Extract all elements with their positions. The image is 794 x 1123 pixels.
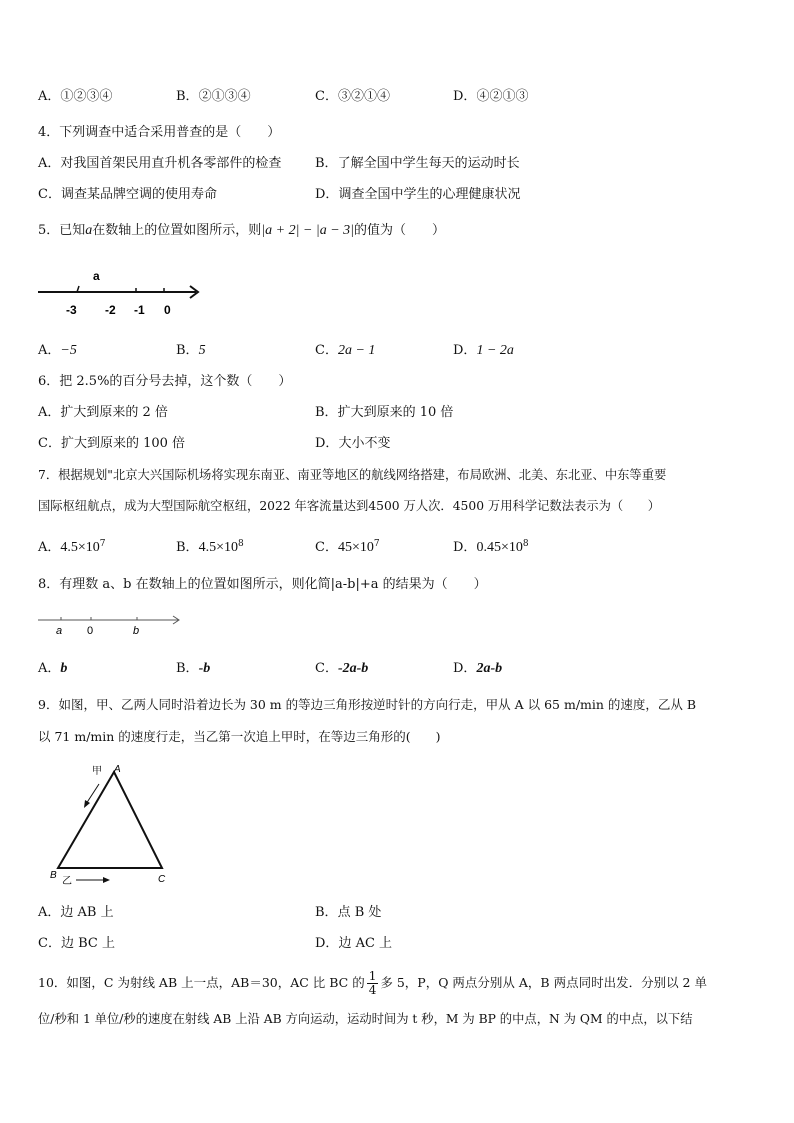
q5-option-a: A．−5: [38, 343, 77, 358]
q8-axis-label: 0: [87, 625, 94, 637]
q5-number-line: [34, 262, 214, 322]
q5-tick-label: -2: [105, 303, 116, 317]
q8-option-b: B．-b: [176, 661, 211, 676]
q10-stem-line1: 10．如图，C 为射线 AB 上一点，AB＝30，AC 比 BC 的 $\frac{1}{4}$ 多 5，P，Q 两点分别从 A，B 两点同时出发．分别以 2 单: [38, 969, 707, 997]
q7-stem-line1: 7．根据规划"北京大兴国际机场将实现东南亚、南亚等地区的航线网络搭建，布局欧洲、北美、东北亚、中东等重要: [38, 468, 667, 482]
q3-option-a: A．①②③④: [38, 89, 113, 104]
q3-option-d: D．④②①③: [453, 89, 529, 104]
q9-stem-line1: 9．如图，甲、乙两人同时沿着边长为 30 m 的等边三角形按逆时针的方向行走，甲从 A 以 65 m/min 的速度，乙从 B: [38, 697, 697, 712]
q6-option-a: A．扩大到原来的 2 倍: [38, 405, 168, 420]
q4-stem: 4．下列调查中适合采用普查的是（ ）: [38, 125, 281, 140]
q5-option-c: C．2a − 1: [315, 343, 376, 358]
q5-expression: |a + 2| − |a − 3|: [261, 223, 355, 238]
q9-option-a: A．边 AB 上: [38, 905, 114, 920]
q4-option-d: D．调查全国中学生的心理健康状况: [315, 187, 521, 202]
q9-vertex-c: C: [158, 874, 166, 885]
q9-vertex-b: B: [50, 870, 57, 881]
q7-option-a: A．$4.5\times 10^7$: [38, 539, 106, 555]
q8-option-c: C．-2a-b: [315, 661, 369, 676]
q8-option-d: D．2a-b: [453, 661, 503, 676]
q9-stem-line2: 以 71 m/min 的速度行走，当乙第一次追上甲时，在等边三角形的( ): [38, 729, 441, 744]
q8-option-a: A．b: [38, 661, 68, 676]
q5-stem: 5．已知a在数轴上的位置如图所示，则|a + 2| − |a − 3|的值为（ ）: [38, 223, 446, 238]
q8-number-line: [36, 610, 186, 640]
q5-tick-label: 0: [164, 303, 171, 317]
q10-stem-line2: 位/秒和 1 单位/秒的速度在射线 AB 上沿 AB 方向运动，运动时间为 t 秒，M 为 BP 的中点，N 为 QM 的中点，以下结: [38, 1012, 693, 1026]
q10-fraction: $\frac{1}{4}$: [368, 969, 377, 997]
q8-stem: 8．有理数 a、b 在数轴上的位置如图所示，则化简|a-b|+a 的结果为（ ）: [38, 577, 487, 592]
q6-option-d: D．大小不变: [315, 436, 391, 451]
q3-option-c: C．③②①④: [315, 89, 390, 104]
q5-option-b: B．5: [176, 343, 206, 358]
q5-option-d: D．1 − 2a: [453, 343, 514, 358]
q5-tick-label: -1: [134, 303, 145, 317]
q6-option-c: C．扩大到原来的 100 倍: [38, 436, 186, 451]
q9-triangle: [58, 772, 162, 868]
q9-vertex-a: A: [114, 764, 121, 775]
q8-axis-label: a: [56, 625, 63, 637]
q7-option-d: D．$0.45\times 10^8$: [453, 539, 529, 555]
q4-option-a: A．对我国首架民用直升机各零部件的检查: [38, 156, 282, 171]
q9-option-b: B．点 B 处: [315, 905, 382, 920]
q8-axis-label: b: [133, 625, 140, 637]
q4-option-b: B．了解全国中学生每天的运动时长: [315, 156, 520, 171]
q7-option-b: B．$4.5\times 10^8$: [176, 539, 244, 555]
q7-option-c: C．$45\times 10^7$: [315, 539, 380, 555]
q3-option-b: B．②①③④: [176, 89, 251, 104]
q5-tick-label: -3: [66, 303, 77, 317]
q5-point-a-label: a: [93, 269, 100, 283]
q9-triangle-figure: [44, 760, 174, 890]
q6-option-b: B．扩大到原来的 10 倍: [315, 405, 454, 420]
q9-label-jia: 甲: [92, 766, 102, 777]
q9-option-d: D．边 AC 上: [315, 936, 393, 951]
q9-option-c: C．边 BC 上: [38, 936, 115, 951]
q4-option-c: C．调查某品牌空调的使用寿命: [38, 187, 217, 202]
q7-stem-line2: 国际枢纽航点，成为大型国际航空枢纽，2022 年客流量达到4500 万人次．4500 万用科学记数法表示为（ ）: [38, 499, 661, 513]
q9-label-yi: 乙: [62, 876, 72, 887]
q6-stem: 6．把 2.5%的百分号去掉，这个数（ ）: [38, 374, 292, 389]
